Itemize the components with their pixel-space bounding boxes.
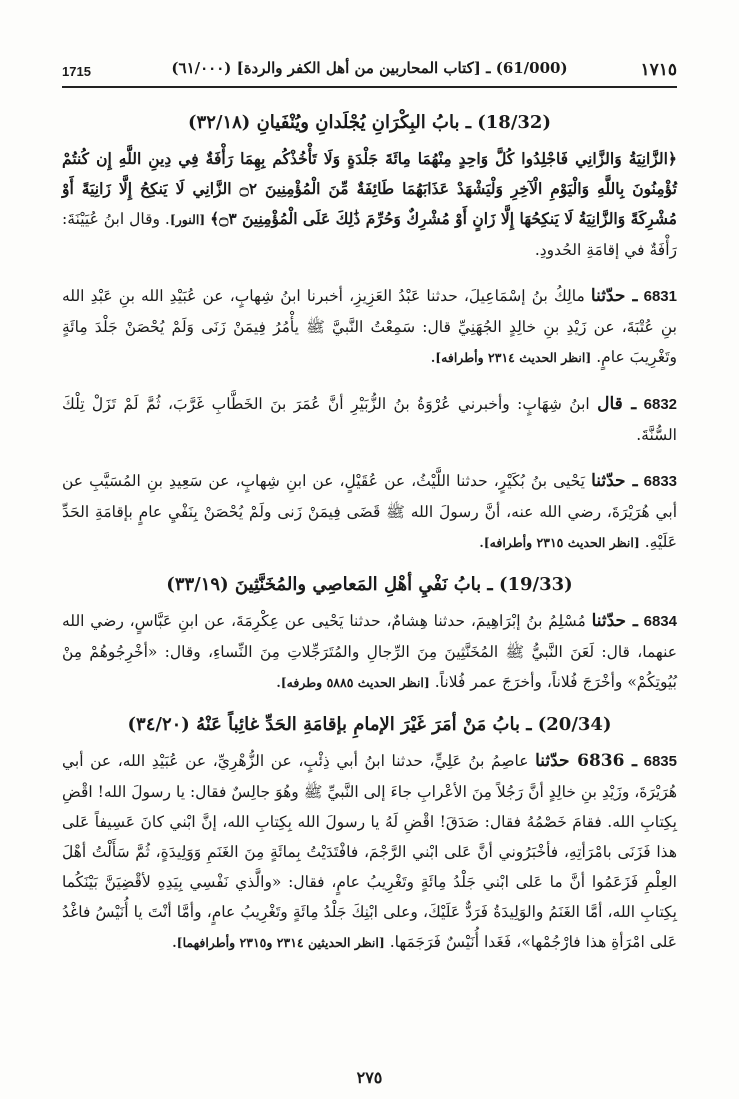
hadith-number: 6834: [643, 613, 677, 630]
page-number-latin: 1715: [62, 64, 91, 79]
hadith-reference: [انظر الحديث ٢٣١٤ وأطرافه].: [430, 350, 592, 365]
hadith-number: 6833: [643, 473, 678, 490]
page-body: [62, 96, 677, 958]
hadith-number: 6831: [643, 288, 677, 305]
hadith-lead: ـ 6836 حدّثنا: [535, 751, 638, 771]
hadith-paragraph: [62, 606, 677, 698]
hadith-lead: ـ قال: [597, 394, 637, 414]
page-footer-number: ٢٧٥: [356, 1068, 383, 1087]
hadith-reference: [انظر الحديث ٢٣١٥ وأطرافه].: [479, 535, 640, 550]
hadith-paragraph: [62, 746, 677, 958]
hadith-reference: [انظر الحديثين ٢٣١٤ و٢٣١٥ وأطرافهما].: [172, 935, 385, 950]
running-title: (61/000) ـ [كتاب المحاربين من أهل الكفر والردة] (٦١/٠٠٠): [171, 59, 568, 77]
quran-commentary: . وقال ابنُ عُيَيْنَةَ: رَأْفَةٌ في إقامَةِ الحُدودِ.: [62, 210, 677, 259]
chapter-heading: (18/32) ـ بابُ البِكْرَانِ يُجْلَدانِ ويُنْفَيانِ (٣٢/١٨): [188, 112, 551, 133]
hadith-paragraph: [62, 389, 677, 450]
hadith-text: عاصِمُ بنُ عَلِيٍّ، حدثنا ابنُ أبي ذِئْبٍ، عن الزُّهْرِيِّ، عن عُبَيْدِ الله، عن أبي هُرَيْرَةَ، وزَيْدِ بنِ خالِدٍ أنَّ رَجُلاً مِنَ الأعْرابِ جاءَ إلى النَّبيِّ ﷺ وهُوَ جالِسٌ فقال: يا رسولَ الله! اقْضِ بِكِتابِ الله. فقامَ خَصْمُهُ فقال: صَدَقَ! اقْضِ لَهُ يا رسولَ الله بِكِتابِ الله، إنَّ ابْني كانَ عَسِيفاً عَلى هذا فَزَنَى بامْرَأتِهِ، فأخْبَرُوني أنَّ عَلى ابْني الرَّجْمَ، فافْتَدَيْتُ بِمائَةٍ مِنَ الغَنَمِ وَوَلِيدَةٍ، ثُمَّ سَأَلْتُ أهْلَ العِلْمِ فَزَعَمُوا أنَّ ما عَلى ابْني جَلْدُ مِائَةٍ وتَغْرِيبُ عامٍ، فقال: «والَّذي نَفْسِي بِيَدِهِ لأقْضِيَنَّ بَيْنَكُما بِكِتابِ الله، أمَّا الغَنَمُ والوَلِيدَةُ فَرَدٌّ عَلَيْكَ، وعلى ابْنِكَ جَلْدُ مِائَةٍ وتَغْرِيبُ عامٍ، وأمَّا أنْتَ يا أُنَيْسُ فاغْدُ عَلى امْرَأةِ هذا فارْجُمْها»، فَغَدا أُنَيْسٌ فَرَجَمَها.: [62, 752, 677, 951]
hadith-lead: ـ حدّثنا: [590, 286, 638, 306]
hadith-text: يَحْيى بنُ بُكَيْرٍ، حدثنا اللَّيْثُ، عن عُقَيْلٍ، عن ابنِ شِهابٍ، عن سَعِيدِ بنِ المُسَيَّبِ عن أبي هُرَيْرَةَ، رضي الله عنه، أنَّ رسولَ الله ﷺ قَضَى فِيمَنْ زَنى ولَمْ يُحْصَنْ بِنَفْيِ عامٍ بإقامَةِ الحَدِّ عَلَيْهِ.: [62, 472, 677, 551]
quran-verse: ﴿الزَّانِيَةُ وَالزَّانِي فَاجْلِدُوا كُلَّ وَاحِدٍ مِنْهُمَا مِائَةَ جَلْدَةٍ وَلَا تَأْخُذْكُم بِهِمَا رَأْفَةٌ فِي دِينِ اللَّهِ إِن كُنتُمْ تُؤْمِنُونَ بِاللَّهِ وَالْيَوْمِ الْآخِرِ وَلْيَشْهَدْ عَذَابَهُمَا طَائِفَةٌ مِّنَ الْمُؤْمِنِينَ ۝٢ الزَّانِي لَا يَنكِحُ إِلَّا زَانِيَةً أَوْ مُشْرِكَةً وَالزَّانِيَةُ لَا يَنكِحُهَا إِلَّا زَانٍ أَوْ مُشْرِكٌ وَحُرِّمَ ذَٰلِكَ عَلَى الْمُؤْمِنِينَ ۝٣﴾: [62, 149, 677, 228]
hadith-text: مالِكُ بنُ إسْمَاعِيلَ، حدثنا عَبْدُ العَزِيزِ، أخبرنا ابنُ شِهابٍ، عن عُبَيْدِ الله بنِ عَبْدِ الله بنِ عُتْبَةَ، عن زَيْدِ بنِ خالِدٍ الجُهَنِيِّ قال: سَمِعْتُ النَّبيَّ ﷺ يأْمُرُ فِيمَنْ زَنَى وَلَمْ يُحْصَنْ جَلْدَ مِائَةٍ وتَغْرِيبَ عامٍ.: [62, 287, 677, 366]
hadith-reference: [انظر الحديث ٥٨٨٥ وطرفه].: [276, 675, 430, 690]
hadith-lead: ـ حدّثنا: [591, 471, 638, 491]
hadith-text: ابنُ شِهَابٍ: وأخبرني عُرْوَةُ بنُ الزُّبَيْرِ أنَّ عُمَرَ بنَ الخَطَّابِ غَرَّبَ، ثُمَّ لَمْ تَزَلْ تِلْكَ السُّنَّةَ.: [62, 395, 677, 444]
quran-paragraph: [62, 144, 677, 265]
chapter-heading: (19/33) ـ بابُ نَفْيِ أهْلِ المَعاصِي والمُخَنَّثِينَ (٣٣/١٩): [166, 574, 573, 595]
hadith-paragraph: [62, 281, 677, 373]
page-header: [62, 56, 677, 88]
hadith-text: مُسْلِمُ بنُ إبْرَاهِيمَ، حدثنا هِشامٌ، حدثنا يَحْيى عن عِكْرِمَةَ، عن ابنِ عَبَّاسٍ، رضي الله عنهما، قال: لَعَنَ النَّبيُّ ﷺ المُخَنَّثِينَ مِنَ الرِّجالِ والمُتَرَجِّلاتِ مِنَ النِّساءِ، وقال: «أخْرِجُوهُمْ مِنْ بُيُوتِكُمْ» وأخْرَجَ فُلاناً، وأخرَجَ عمر فُلاناً.: [62, 612, 677, 691]
hadith-paragraph: [62, 466, 677, 558]
hadith-number: 6835: [643, 753, 677, 770]
hadith-lead: ـ حدّثنا: [591, 611, 638, 631]
chapter-heading: (20/34) ـ بابُ مَنْ أمَرَ غَيْرَ الإمامِ بإقامَةِ الحَدِّ غائِباً عَنْهُ (٣٤/٢٠): [127, 714, 612, 735]
quran-reference: [النور]: [169, 212, 206, 227]
page-number-arabic: ١٧١٥: [640, 60, 677, 80]
hadith-number: 6832: [643, 396, 678, 413]
